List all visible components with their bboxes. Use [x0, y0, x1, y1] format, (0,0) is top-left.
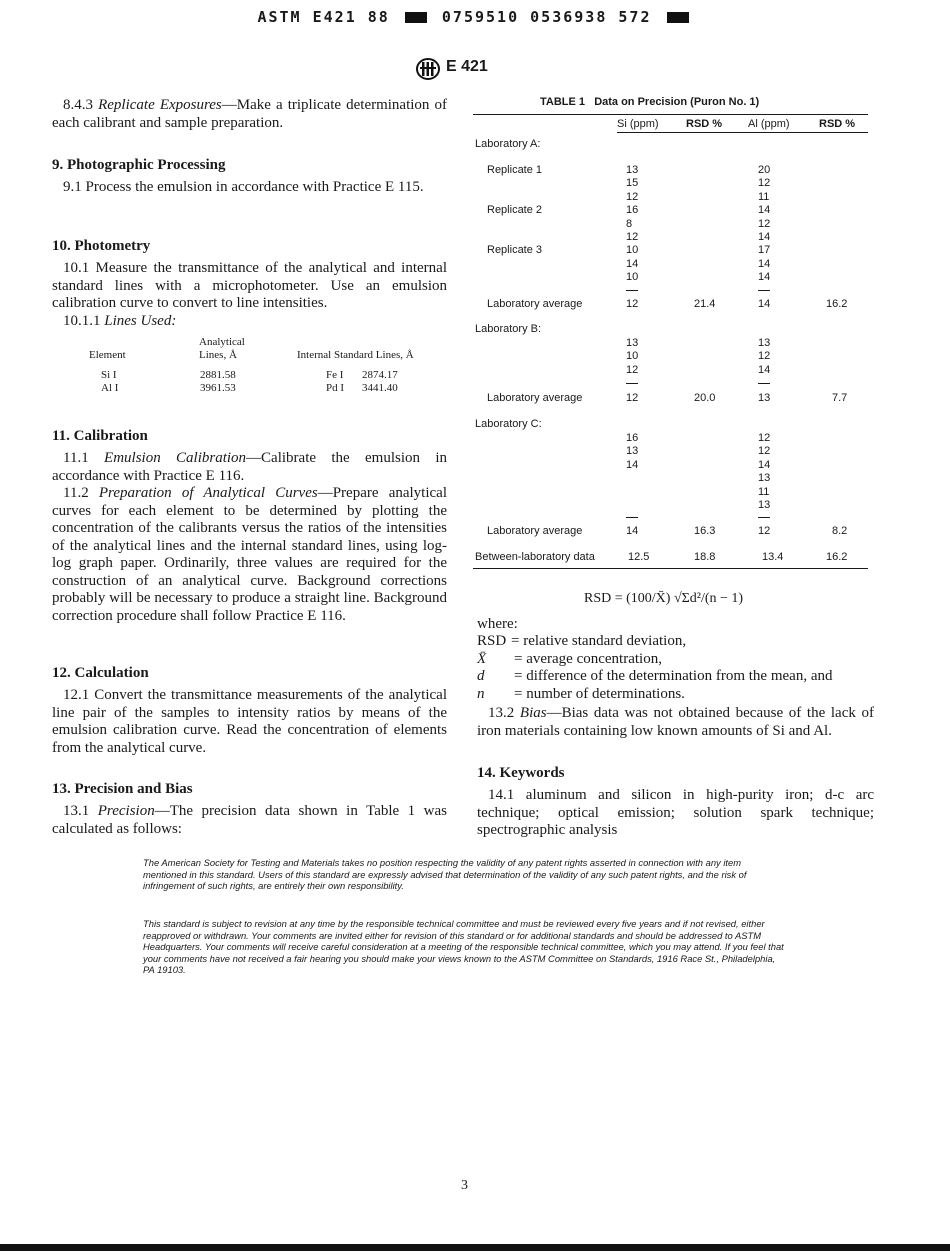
lab-b-si-values: 13 10 12	[626, 337, 639, 376]
table-header-rule	[617, 132, 868, 133]
redaction-block	[667, 12, 689, 23]
table-top-rule	[473, 114, 868, 115]
lab-b-rsd-al: 7.7	[832, 392, 848, 404]
lines-cell: 2874.17	[362, 369, 398, 381]
lab-b-avg-label: Laboratory average	[487, 392, 583, 404]
section-10-heading: 10. Photometry	[52, 238, 151, 254]
rsd-formula: RSD = (100/X̄) √Σd²/(n − 1)	[584, 591, 744, 606]
page-bottom-bar	[0, 1244, 950, 1251]
definition-item: d = difference of the determination from the mean, and	[477, 668, 833, 684]
revision-notice: This standard is subject to revision at any time by the responsible technical committee and must be reviewed every five years and if not revised, either reapproved or withdrawn. Your comments are invited either for revision of this standard or for additional standards and should be addressed to ASTM Headquarters. Your comments will receive careful consideration at a meeting of the responsible technical committee, which you may attend. If you feel that your comments have not received a fair hearing you should make your views known to the ASTM Committee on Standards, 1916 Race St., Philadelphia, PA 19103.	[143, 918, 784, 976]
lab-b-rsd-si: 20.0	[694, 392, 716, 404]
replicate-1-label: Replicate 1	[487, 164, 543, 176]
sum-rule	[626, 383, 638, 384]
standard-designation: E 421	[446, 58, 488, 75]
section-11-text: 11.1 Emulsion Calibration—Calibrate the emulsion in accordance with Practice E 116. 11.2 Preparation of Analytical Curves—Prepare analytical curves for each element to be determined by plotting the concentration of the calibrants versus the ratios of the intensities of the analytical lines and the internal standard lines, using log-log graph paper. Ordinarily, three values are required for the construction of an analytical curve. Background corrections probably will be necessary to produce a straight line. Background correction procedure shall follow Practice E 116.	[52, 450, 447, 624]
section-13-heading: 13. Precision and Bias	[52, 781, 193, 797]
lab-a-rsd-al: 16.2	[826, 298, 848, 310]
lines-cell: 2881.58	[200, 369, 236, 381]
lines-cell: Fe I	[326, 369, 344, 381]
lab-a-label: Laboratory A:	[475, 138, 541, 150]
lines-row: Si I	[101, 369, 117, 381]
patent-notice: The American Society for Testing and Materials takes no position respecting the validity of any patent rights asserted in connection with any item mentioned in this standard. Users of this standard are expressly advised that determination of the validity of any such patent rights, and the risk of infringement of such rights, are entirely their own responsibility.	[143, 857, 747, 892]
redaction-block	[405, 12, 427, 23]
section-13-2: 13.2 Bias—Bias data was not obtained because of the lack of iron materials containing low known amounts of Si and Al.	[477, 705, 875, 739]
code-prefix: ASTM E421 88	[257, 8, 390, 26]
section-14-heading: 14. Keywords	[477, 765, 565, 781]
lines-header-element: Element	[89, 349, 126, 361]
lines-cell: 3961.53	[200, 382, 236, 394]
lab-c-label: Laboratory C:	[475, 418, 542, 430]
lab-b-avg-si: 12	[626, 392, 639, 404]
document-code-header	[0, 8, 950, 26]
lab-c-rsd-si: 16.3	[694, 525, 716, 537]
lab-a-rsd-si: 21.4	[694, 298, 716, 310]
sum-rule	[758, 383, 770, 384]
replicate-2-label: Replicate 2	[487, 204, 543, 216]
sum-rule	[626, 290, 638, 291]
astm-logo-icon	[415, 58, 441, 80]
between-al: 13.4	[762, 551, 784, 563]
lab-a-avg-al: 14	[758, 298, 771, 310]
table-bottom-rule	[473, 568, 868, 569]
table-title: TABLE 1 Data on Precision (Puron No. 1)	[540, 96, 760, 108]
lab-c-avg-al: 12	[758, 525, 771, 537]
col-rsd-al: RSD %	[819, 118, 856, 130]
lab-b-avg-al: 13	[758, 392, 771, 404]
replicate-3-label: Replicate 3	[487, 244, 543, 256]
between-rsd-al: 16.2	[826, 551, 848, 563]
col-rsd-si: RSD %	[686, 118, 723, 130]
sum-rule	[758, 517, 770, 518]
lab-c-avg-label: Laboratory average	[487, 525, 583, 537]
lines-cell: Pd I	[326, 382, 345, 394]
lines-header-internal: Internal Standard Lines, Å	[297, 349, 414, 361]
col-si: Si (ppm)	[617, 118, 659, 130]
lines-row: Al I	[101, 382, 119, 394]
lab-a-si-values: 13 15 12 16 8 12 10 14 10	[626, 164, 639, 284]
section-9-1: 9.1 Process the emulsion in accordance with Practice E 115.	[63, 179, 424, 195]
lab-a-avg-label: Laboratory average	[487, 298, 583, 310]
section-14-1: 14.1 aluminum and silicon in high-purity iron; d-c arc technique; optical emission; solution spark technique; spectrographic analysis	[477, 787, 874, 838]
section-12-1: 12.1 Convert the transmittance measurements of the analytical line pair of the samples to intensity ratios by means of the emulsion calibration curve. Read the concentration of elements from the analytical curve.	[52, 687, 447, 756]
section-13-1: 13.1 Precision—The precision data shown in Table 1 was calculated as follows:	[52, 803, 448, 837]
where-label: where:	[477, 616, 518, 632]
definition-item: RSD = relative standard deviation,	[477, 633, 687, 649]
between-si: 12.5	[628, 551, 650, 563]
page-number: 3	[461, 1178, 468, 1193]
lab-c-rsd-al: 8.2	[832, 525, 848, 537]
lab-c-al-values: 12 12 14 13 11 13	[758, 432, 771, 512]
definitions-list	[477, 633, 877, 703]
section-11-heading: 11. Calibration	[52, 428, 148, 444]
section-8-4-3: 8.4.3 Replicate Exposures—Make a triplicate determination of each calibrant and sample preparation.	[52, 97, 448, 131]
lab-a-al-values: 20 12 11 14 12 14 17 14 14	[758, 164, 771, 284]
sum-rule	[626, 517, 638, 518]
section-10-1: 10.1 Measure the transmittance of the analytical and internal standard lines with a microphotometer. Use an emulsion calibration curve to convert to line intensities. 10.1.1 Lines Used:	[52, 260, 447, 329]
lab-b-al-values: 13 12 14	[758, 337, 771, 376]
lab-b-label: Laboratory B:	[475, 323, 542, 335]
lines-header-analytical: Analytical Lines, Å	[199, 336, 245, 361]
section-12-heading: 12. Calculation	[52, 665, 149, 681]
lines-cell: 3441.40	[362, 382, 398, 394]
section-9-heading: 9. Photographic Processing	[52, 157, 226, 173]
lab-c-si-values: 16 13 14	[626, 432, 639, 471]
definition-item: X̄ = average concentration,	[477, 650, 662, 667]
col-al: Al (ppm)	[748, 118, 790, 130]
lab-a-avg-si: 12	[626, 298, 639, 310]
sum-rule	[758, 290, 770, 291]
between-lab-label: Between-laboratory data	[475, 551, 595, 563]
code-middle: 0759510 0536938 572	[441, 8, 652, 26]
definition-item: n = number of determinations.	[477, 685, 685, 702]
between-rsd-si: 18.8	[694, 551, 716, 563]
lab-c-avg-si: 14	[626, 525, 639, 537]
